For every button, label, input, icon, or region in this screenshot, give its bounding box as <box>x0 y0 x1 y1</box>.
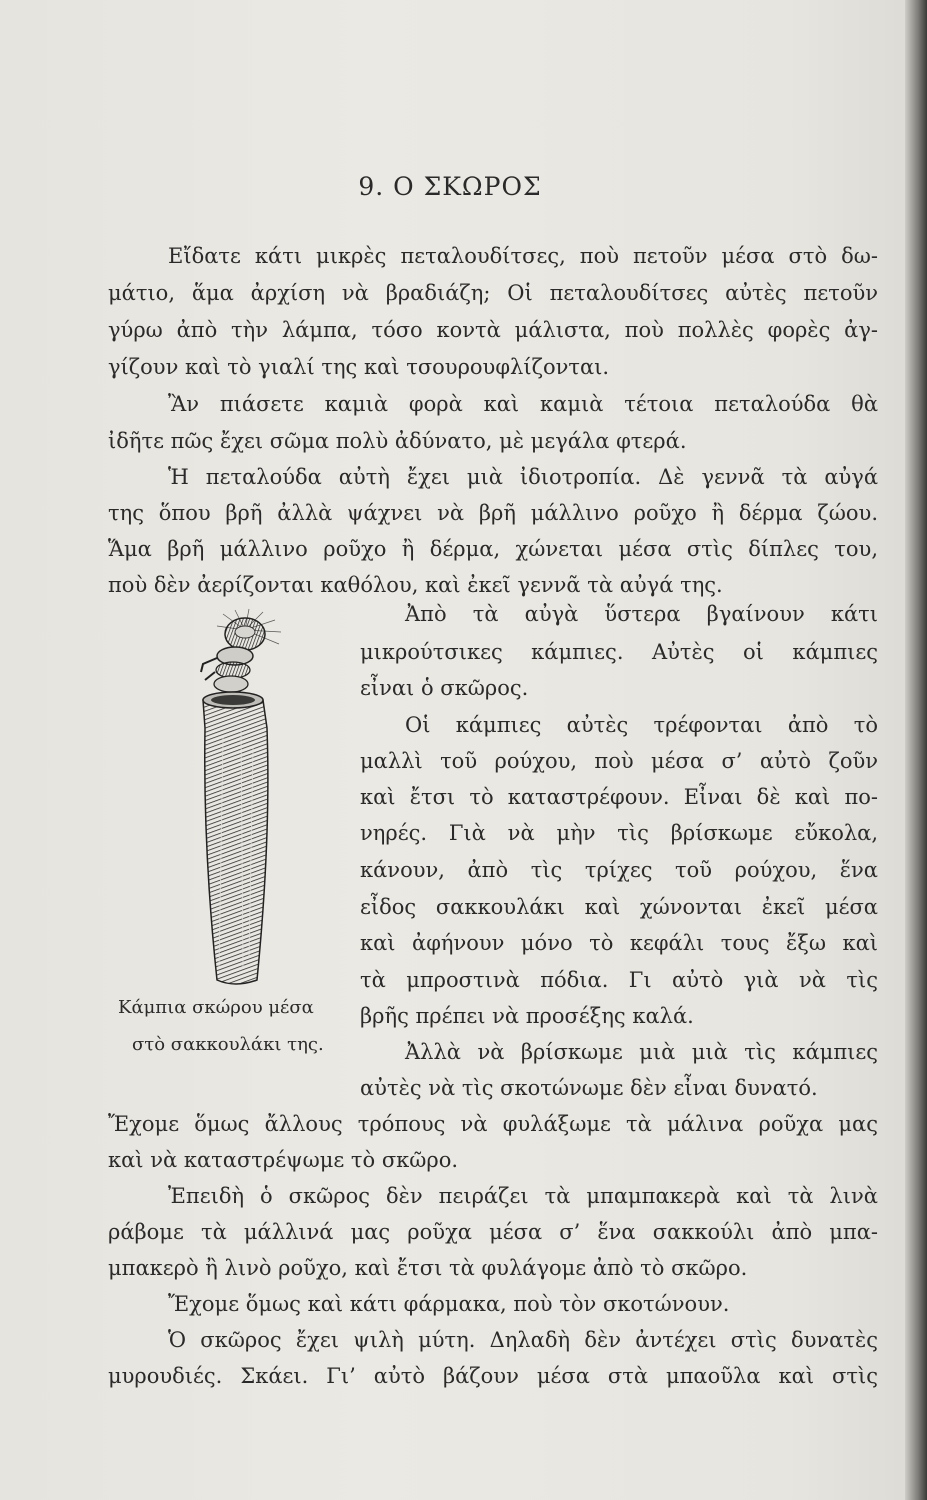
text-line: καὶ ἔτσι τὸ καταστρέφουν. Εἶναι δὲ καὶ πο- <box>360 785 878 809</box>
text-line: Ἅμα βρῆ μάλλινο ροῦχο ἢ δέρμα, χώνεται μέσα στὶς δίπλες του, <box>108 537 878 561</box>
text-line: αὐτὲς νὰ τὶς σκοτώνωμε δὲν εἶναι δυνατό. <box>360 1076 818 1100</box>
text-line: μπακερὸ ἢ λινὸ ροῦχο, καὶ ἔτσι τὰ φυλάγομε ἀπὸ τὸ σκῶρο. <box>108 1256 748 1280</box>
text-line: Οἱ κάμπιες αὐτὲς τρέφονται ἀπὸ τὸ <box>405 713 878 737</box>
text-line: ράβομε τὰ μάλλινά μας ροῦχα μέσα σ’ ἕνα σακκούλι ἀπὸ μπα- <box>108 1220 878 1244</box>
text-line: Ἡ πεταλούδα αὐτὴ ἔχει μιὰ ἰδιοτροπία. Δὲ γεννᾶ τὰ αὐγά <box>168 465 878 489</box>
text-line: ἰδῆτε πῶς ἔχει σῶμα πολὺ ἀδύνατο, μὲ μεγάλα φτερά. <box>108 429 687 453</box>
text-line: ποὺ δὲν ἀερίζονται καθόλου, καὶ ἐκεῖ γεννᾶ τὰ αὐγά της. <box>108 573 723 597</box>
text-line: Ἔχομε ὅμως ἄλλους τρόπους νὰ φυλάξωμε τὰ μάλινα ροῦχα μας <box>108 1112 878 1136</box>
text-line: Ἔχομε ὅμως καὶ κάτι φάρμακα, ποὺ τὸν σκοτώνουν. <box>168 1292 730 1316</box>
text-line: καὶ ἀφήνουν μόνο τὸ κεφάλι τους ἔξω καὶ <box>360 931 878 955</box>
text-line: νηρές. Γιὰ νὰ μὴν τὶς βρίσκωμε εὔκολα, <box>360 821 878 845</box>
text-line: κάνουν, ἀπὸ τὶς τρίχες τοῦ ρούχου, ἕνα <box>360 858 878 882</box>
text-line: μικρούτσικες κάμπιες. Αὐτὲς οἱ κάμπιες <box>360 640 878 664</box>
text-line: γίζουν καὶ τὸ γιαλί της καὶ τσουρουφλίζονται. <box>108 355 610 379</box>
text-line: μυρουδιές. Σκάει. Γι’ αὐτὸ βάζουν μέσα στὰ μπαοῦλα καὶ στὶς <box>108 1364 878 1388</box>
chapter-title: 9. Ο ΣΚΩΡΟΣ <box>358 172 542 201</box>
text-line: μαλλὶ τοῦ ρούχου, ποὺ μέσα σ’ αὐτὸ ζοῦν <box>360 749 878 773</box>
text-line: της ὅπου βρῆ ἀλλὰ ψάχνει νὰ βρῆ μάλλινο ροῦχο ἢ δέρμα ζώου. <box>108 501 878 525</box>
text-line: Εἴδατε κάτι μικρὲς πεταλουδίτσες, ποὺ πετοῦν μέσα στὸ δω- <box>168 244 878 268</box>
text-line: Ἂν πιάσετε καμιὰ φορὰ καὶ καμιὰ τέτοια πεταλούδα θὰ <box>168 392 878 416</box>
moth-larva-case-illustration <box>183 608 293 988</box>
text-line: βρῆς πρέπει νὰ προσέξης καλά. <box>360 1004 694 1028</box>
text-line: τὰ μπροστινὰ πόδια. Γι αὐτὸ γιὰ νὰ τὶς <box>360 968 878 992</box>
text-line: εἶδος σακκουλάκι καὶ χώνονται ἐκεῖ μέσα <box>360 895 878 919</box>
text-line: γύρω ἀπὸ τὴν λάμπα, τόσο κοντὰ μάλιστα, ποὺ πολλὲς φορὲς ἀγ- <box>108 318 878 342</box>
text-line: Ἀλλὰ νὰ βρίσκωμε μιὰ μιὰ τὶς κάμπιες <box>405 1040 878 1064</box>
text-line: καὶ νὰ καταστρέψωμε τὸ σκῶρο. <box>108 1148 459 1172</box>
text-line: Ἀπὸ τὰ αὐγὰ ὕστερα βγαίνουν κάτι <box>405 602 878 626</box>
text-line: Ὁ σκῶρος ἔχει ψιλὴ μύτη. Δηλαδὴ δὲν ἀντέχει στὶς δυνατὲς <box>168 1328 878 1352</box>
book-spine-shadow <box>905 0 927 1500</box>
figure-caption-line: στὸ σακκουλάκι της. <box>132 1034 324 1055</box>
text-line: μάτιο, ἅμα ἀρχίση νὰ βραδιάζη; Οἱ πεταλουδίτσες αὐτὲς πετοῦν <box>108 281 878 305</box>
text-line: εἶναι ὁ σκῶρος. <box>360 676 529 700</box>
figure-caption-line: Κάμπια σκώρου μέσα <box>118 997 314 1018</box>
text-line: Ἐπειδὴ ὁ σκῶρος δὲν πειράζει τὰ μπαμπακερὰ καὶ τὰ λινὰ <box>168 1184 878 1208</box>
